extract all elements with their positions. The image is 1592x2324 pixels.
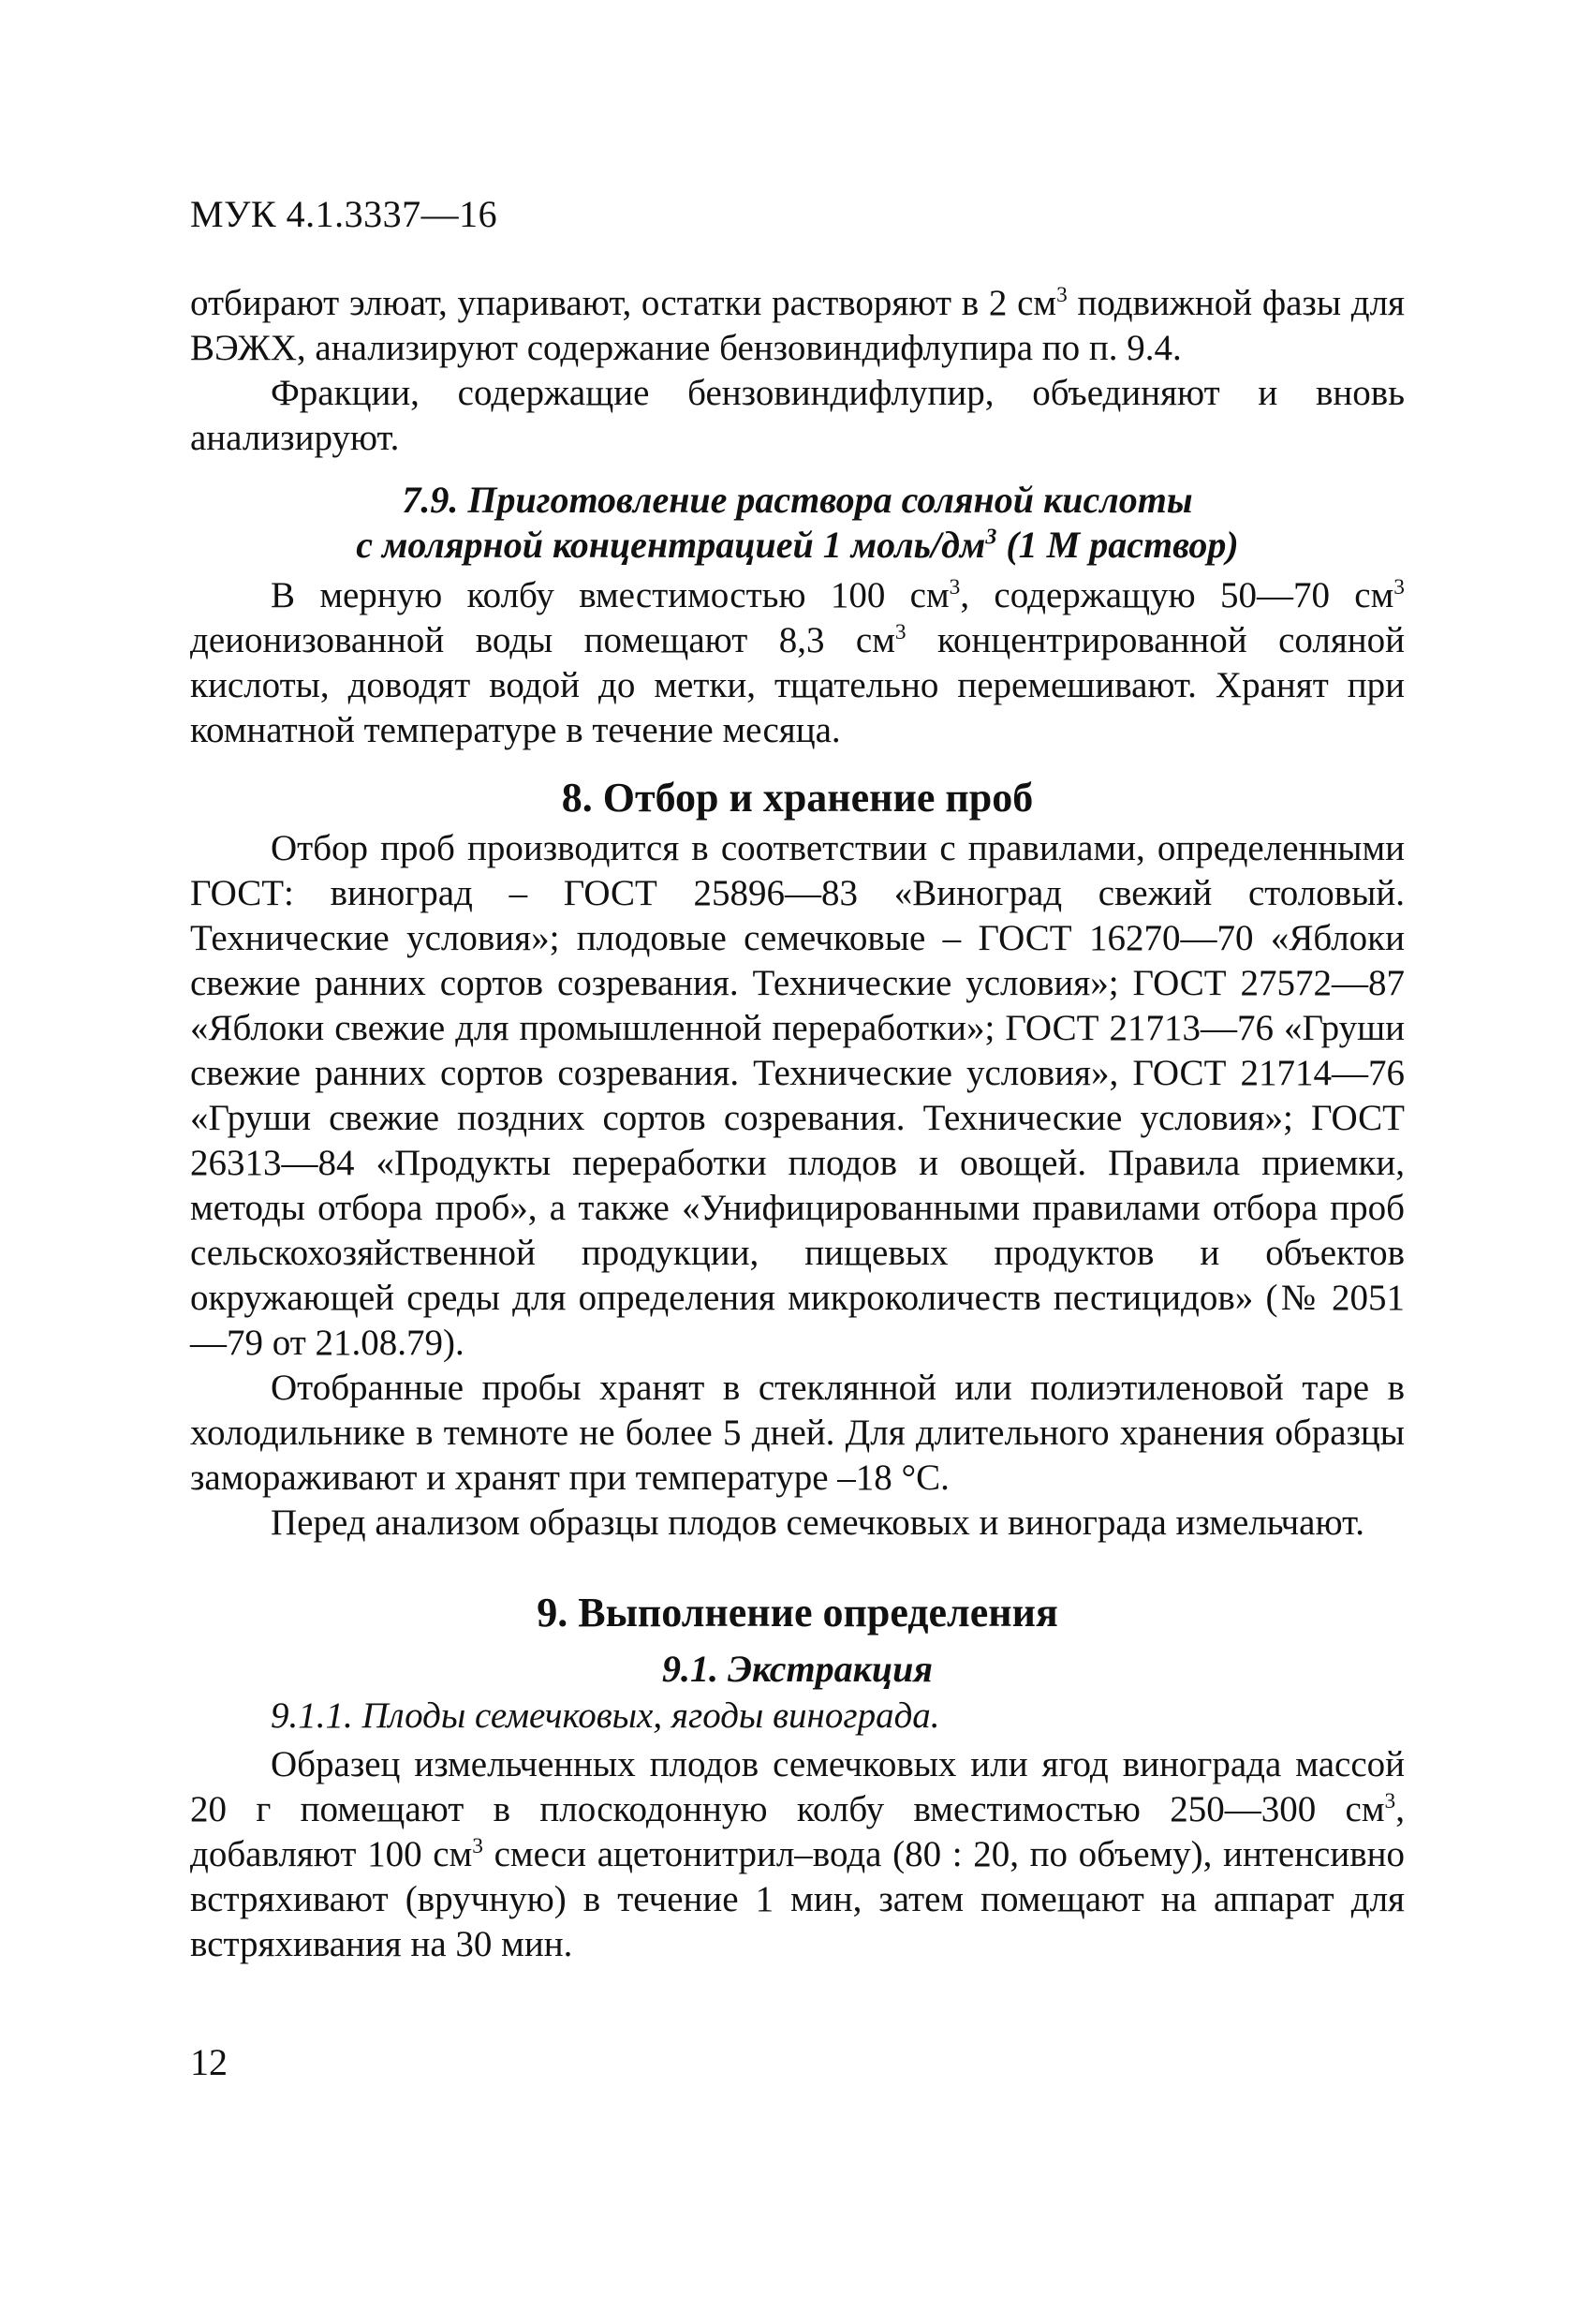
superscript: 3: [1056, 283, 1068, 307]
superscript: 3: [894, 620, 907, 644]
section-8-title: 8. Отбор и хранение проб: [561, 775, 1034, 821]
superscript: 3: [985, 525, 997, 550]
text-run: отбирают элюат, упаривают, остатки растворяют в 2 см: [190, 283, 1057, 323]
section-9-title: 9. Выполнение определения: [537, 1590, 1058, 1636]
paragraph-hcl-preparation: [190, 573, 1405, 753]
superscript: 3: [1384, 1789, 1396, 1813]
paragraph-fractions: Фракции, содержащие бензовиндифлупир, объединяют и вновь анализируют.: [190, 373, 1405, 458]
subsection-7-9-body: [190, 573, 1405, 753]
paragraph-extraction: [190, 1742, 1405, 1967]
subsection-7-9-title: [190, 478, 1405, 568]
text-run: , содержащую 50—70 см: [960, 575, 1394, 615]
text-run: , добавляют 100 см: [190, 1789, 1405, 1874]
superscript: 3: [1393, 575, 1405, 600]
paragraph-sampling: Отбор проб производится в соответствии с правилами, определенными ГОСТ: виноград – ГОСТ 25896—83 «Виноград свежий столовый. Технические условия»; плодовые семечковые – ГОСТ 16270—70 «Яблоки свежие ранних сортов созревания. Технические условия»; ГОСТ 27572—87 «Яблоки свежие для промышленной переработки»; ГОСТ 21713—76 «Груши свежие ранних сортов созревания. Технические условия», ГОСТ 21714—76 «Груши свежие поздних сортов созревания. Технические условия»; ГОСТ 26313—84 «Продукты переработки плодов и овощей. Правила приемки, методы отбора проб», а также «Унифицированными правилами отбора проб сельскохозяйственной продукции, пищевых продуктов и объектов окружающей среды для определения микроколичеств пестицидов» (№ 2051—79 от 21.08.79).: [190, 828, 1405, 1363]
text-run: (1 М раствор): [996, 524, 1239, 566]
section-8-body: [190, 826, 1405, 1546]
subsection-title-line2: [190, 523, 1405, 568]
page-number: 12: [190, 2041, 228, 2083]
text-run: с молярной концентрацией 1 моль/дм: [356, 524, 986, 566]
superscript: 3: [472, 1834, 483, 1858]
text-run: концентрированной соляной кислоты, доводят водой до метки, тщательно перемешивают. Хранят при комнатной температуре в течение месяца.: [190, 620, 1406, 750]
text-run: В мерную колбу вместимостью 100 см: [271, 575, 950, 615]
section-9-body: [190, 1742, 1405, 1967]
paragraph-eluate: [190, 281, 1405, 371]
text-run: Образец измельченных плодов семечковых или ягод винограда массой 20 г помещают в плоскодонную колбу вместимостью 250—300 см: [190, 1744, 1405, 1829]
paragraph-grinding: Перед анализом образцы плодов семечковых и винограда измельчают.: [271, 1502, 1364, 1543]
text-run: смеси ацетонитрил–вода (80 : 20, по объему), интенсивно встряхивают (вручную) в течение 1 мин, затем помещают на аппарат для встряхивания на 30 мин.: [190, 1834, 1406, 1964]
continuation-text: [190, 281, 1405, 461]
text-run: деионизованной воды помещают 8,3 см: [190, 620, 895, 660]
subsection-9-1-1-title: 9.1.1. Плоды семечковых, ягоды винограда.: [271, 1695, 940, 1736]
text-run: подвижной фазы для ВЭЖХ, анализируют содержание бензовиндифлупира по п. 9.4.: [190, 283, 1405, 368]
subsection-title-line1: 7.9. Приготовление раствора соляной кислоты: [402, 479, 1193, 521]
document-code-header: МУК 4.1.3337—16: [190, 193, 498, 235]
subsection-9-1-title: 9.1. Экстракция: [661, 1648, 934, 1690]
superscript: 3: [949, 575, 961, 600]
paragraph-storage: Отобранные пробы хранят в стеклянной или полиэтиленовой таре в холодильнике в темноте не более 5 дней. Для длительного хранения образцы замораживают и хранят при температуре –18 °С.: [190, 1368, 1405, 1498]
